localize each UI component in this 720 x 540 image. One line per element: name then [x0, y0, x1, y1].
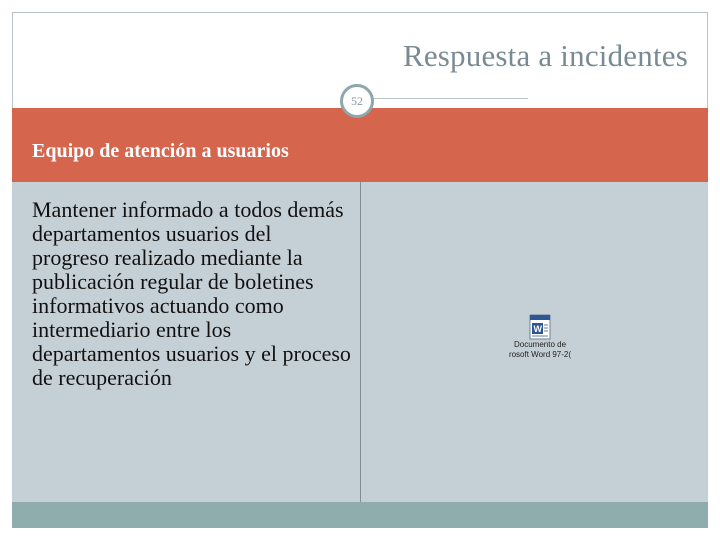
embedded-word-document[interactable] [502, 314, 578, 370]
svg-text:W: W [533, 324, 542, 334]
table-header-label: Equipo de atención a usuarios [32, 140, 289, 162]
page-number-badge: 52 [340, 84, 374, 118]
table-cell-text: Mantener informado a todos demás departamentos usuarios del progreso realizado mediante la publicación regular de boletines informativos actuando como intermediario entre los departamentos usuarios y el proceso de recuperación [32, 197, 351, 390]
column-divider [360, 182, 361, 502]
document-label-line1: Documento de [513, 340, 567, 349]
slide-title: Respuesta a incidentes [402, 38, 688, 73]
title-rule [370, 98, 528, 99]
footer-bar [12, 502, 708, 528]
word-document-icon [527, 314, 553, 340]
document-label-line2: rosoft Word 97-2( [508, 350, 572, 359]
